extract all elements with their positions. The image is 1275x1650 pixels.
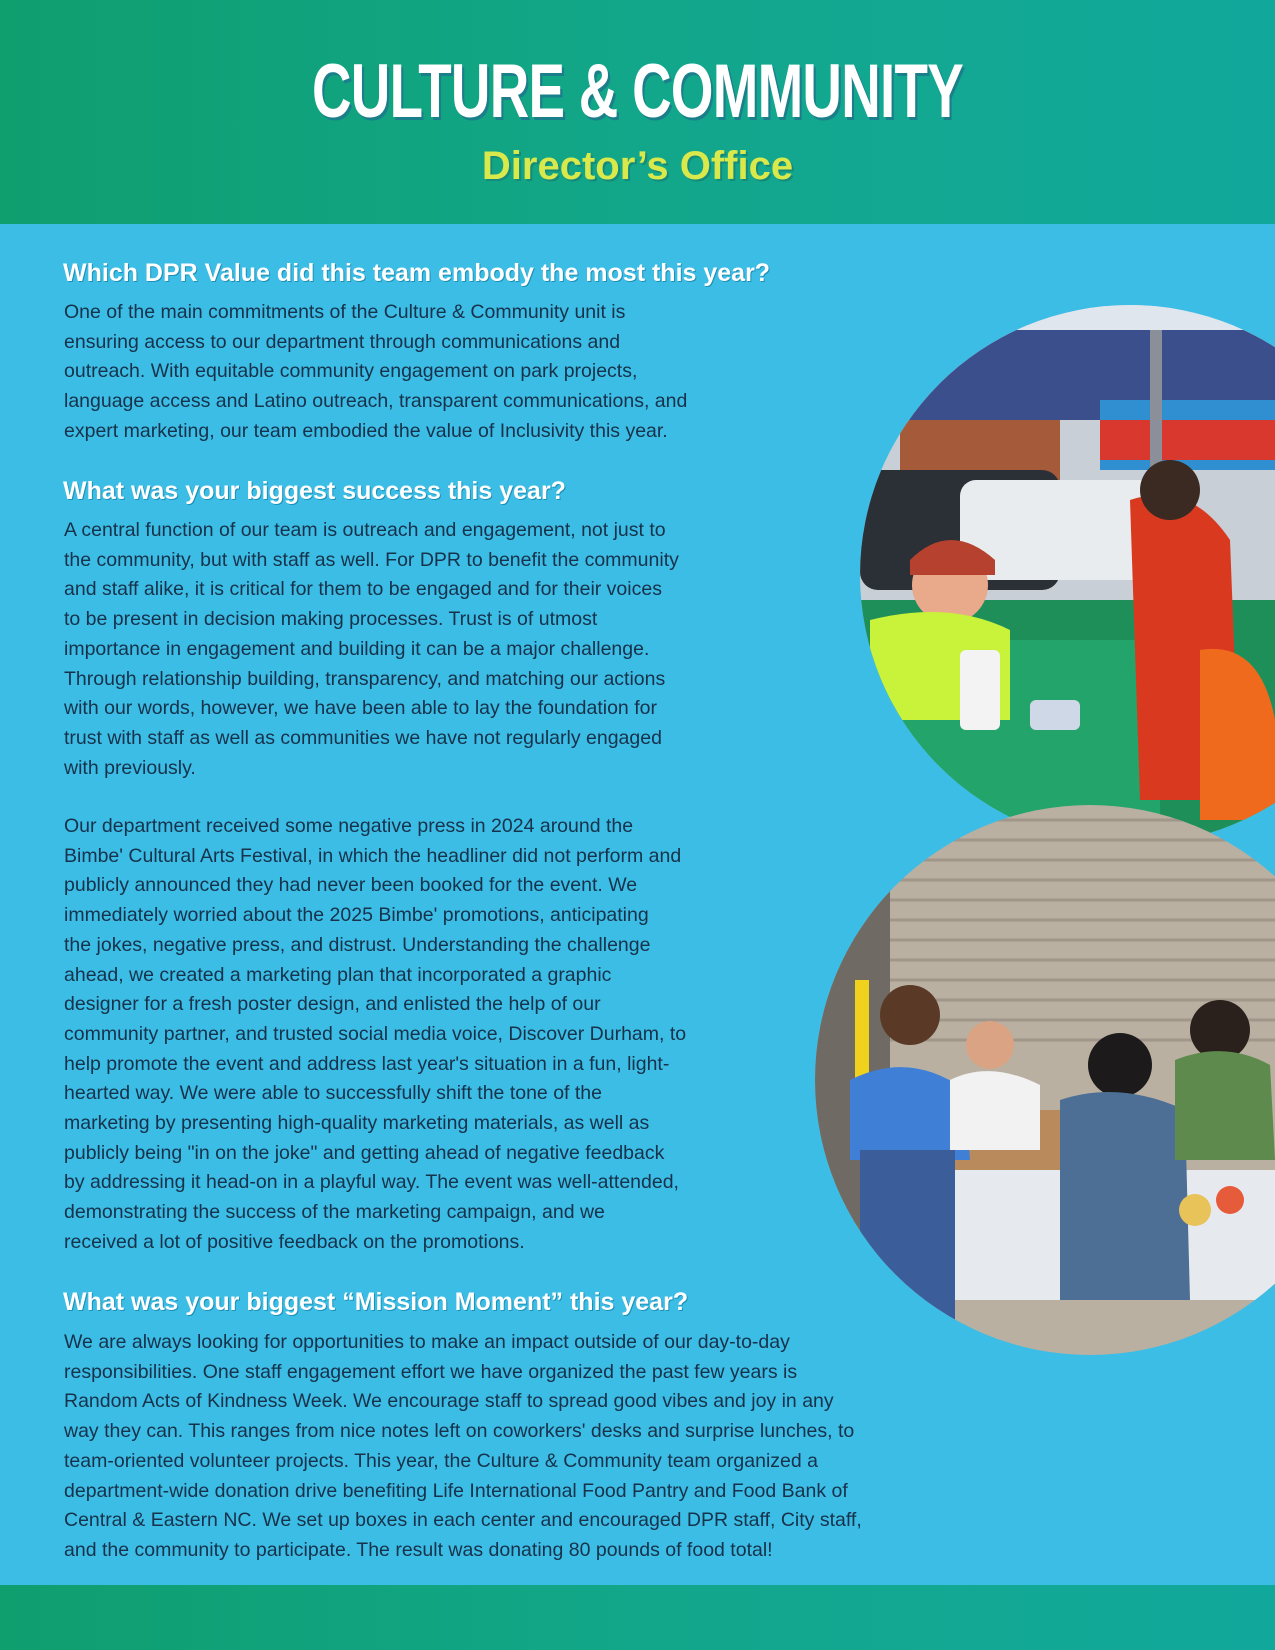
text-line: importance in engagement and building it can be a major challenge. bbox=[64, 637, 650, 660]
text-line: help promote the event and address last year's situation in a fun, light- bbox=[64, 1052, 670, 1075]
text-line: Random Acts of Kindness Week. We encourage staff to spread good vibes and joy in any bbox=[64, 1390, 834, 1413]
footer-band bbox=[0, 1585, 1275, 1650]
text-line: outreach. With equitable community engagement on park projects, bbox=[64, 360, 638, 383]
text-line: trust with staff as well as communities we have not regularly engaged bbox=[64, 726, 662, 749]
text-line: One of the main commitments of the Culture & Community unit is bbox=[64, 301, 626, 323]
donation-drive-photo bbox=[810, 800, 1275, 1360]
text-line: the jokes, negative press, and distrust. Understanding the challenge bbox=[64, 933, 651, 956]
text-line: and the community to participate. The result was donating 80 pounds of food total! bbox=[64, 1538, 773, 1561]
text-line: Bimbe' Cultural Arts Festival, in which the headliner did not perform and bbox=[64, 844, 682, 867]
text-line: marketing by presenting high-quality marketing materials, as well as bbox=[64, 1112, 650, 1135]
text-line: responsibilities. One staff engagement effort we have organized the past few years is bbox=[64, 1360, 798, 1383]
text-line: and staff alike, it is critical for them to be engaged and for their voices bbox=[64, 578, 662, 601]
text-line: way they can. This ranges from nice notes left on coworkers' desks and surprise lunches, to bbox=[64, 1420, 855, 1443]
text-line: We are always looking for opportunities to make an impact outside of our day-to-day bbox=[64, 1331, 790, 1353]
text-line: with previously. bbox=[64, 756, 196, 779]
section-heading-dpr-value: Which DPR Value did this team embody the most this year? bbox=[63, 259, 771, 287]
text-line: ahead, we created a marketing plan that incorporated a graphic bbox=[64, 963, 612, 986]
text-line: community partner, and trusted social media voice, Discover Durham, to bbox=[64, 1022, 687, 1045]
text-line: to be present in decision making processes. Trust is of utmost bbox=[64, 608, 598, 631]
text-line: department-wide donation drive benefiting Life International Food Pantry and Food Bank of bbox=[64, 1479, 848, 1502]
text-line: hearted way. We were able to successfully shift the tone of the bbox=[64, 1082, 602, 1105]
text-line: Central & Eastern NC. We set up boxes in each center and encouraged DPR staff, City staff, bbox=[64, 1509, 862, 1532]
page-title: CULTURE & COMMUNITY bbox=[311, 49, 963, 134]
section-heading-biggest-success: What was your biggest success this year? bbox=[63, 477, 566, 505]
text-line: received a lot of positive feedback on the promotions. bbox=[64, 1230, 525, 1253]
text-line: demonstrating the success of the marketing campaign, and we bbox=[64, 1201, 605, 1224]
text-line: publicly announced they had never been booked for the event. We bbox=[64, 874, 638, 897]
section-heading-mission-moment: What was your biggest “Mission Moment” this year? bbox=[63, 1288, 689, 1316]
text-line: team-oriented volunteer projects. This year, the Culture & Community team organized a bbox=[64, 1449, 819, 1472]
text-line: A central function of our team is outreach and engagement, not just to bbox=[64, 519, 666, 541]
text-line: with our words, however, we have been able to lay the foundation for bbox=[64, 697, 657, 720]
text-line: immediately worried about the 2025 Bimbe' promotions, anticipating bbox=[64, 904, 649, 927]
text-line: language access and Latino outreach, transparent communications, and bbox=[64, 390, 688, 413]
text-line: publicly being "in on the joke" and getting ahead of negative feedback bbox=[64, 1141, 665, 1164]
text-line: Our department received some negative press in 2024 around the bbox=[64, 815, 634, 837]
text-line: designer for a fresh poster design, and enlisted the help of our bbox=[64, 993, 601, 1016]
text-line: Through relationship building, transparency, and matching our actions bbox=[64, 667, 666, 690]
text-line: ensuring access to our department through communications and bbox=[64, 330, 621, 353]
page-subtitle: Director’s Office bbox=[481, 144, 794, 188]
outreach-tent-photo bbox=[850, 300, 1275, 860]
text-line: expert marketing, our team embodied the value of Inclusivity this year. bbox=[64, 419, 668, 442]
text-line: the community, but with staff as well. For DPR to benefit the community bbox=[64, 548, 679, 571]
text-line: by addressing it head-on in a playful way. The event was well-attended, bbox=[64, 1171, 679, 1194]
